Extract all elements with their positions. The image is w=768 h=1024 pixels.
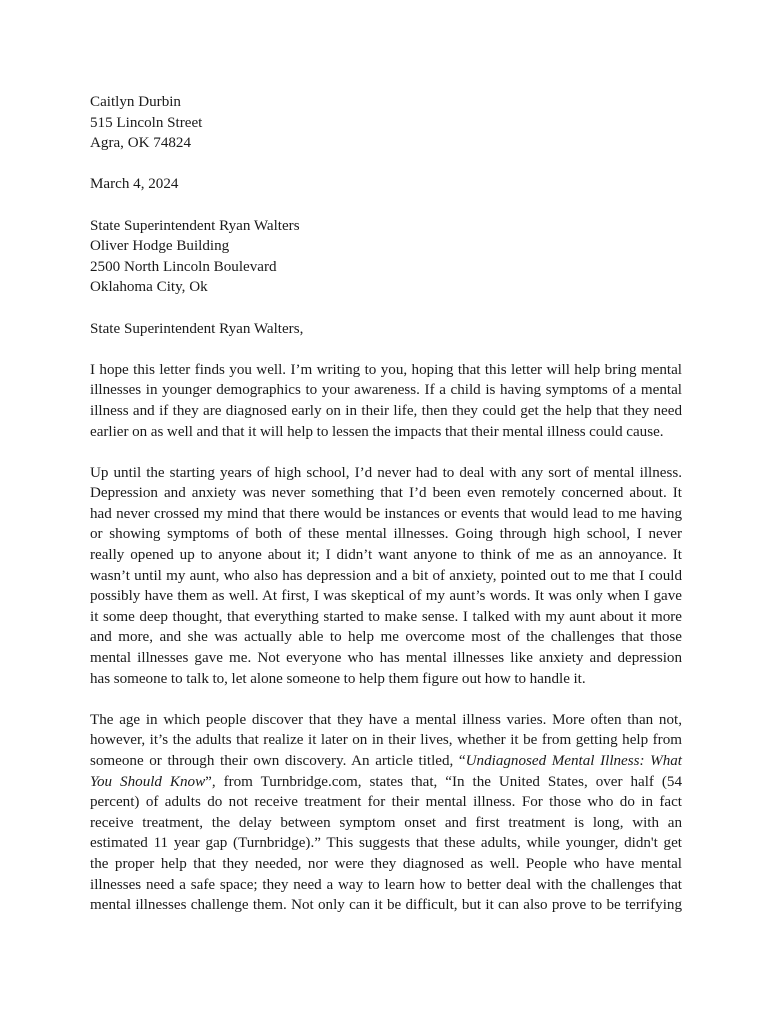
paragraph-line: I hope this letter finds you well. I’m writing to you, hoping that this letter will help bring mental bbox=[90, 361, 682, 378]
paragraph-line: receive treatment, the delay between symptom onset and first treatment is long, with an bbox=[90, 814, 682, 831]
paragraph-1 bbox=[90, 360, 682, 442]
spacer bbox=[90, 154, 682, 175]
sender-address bbox=[90, 92, 682, 154]
recipient-name: State Superintendent Ryan Walters bbox=[90, 217, 300, 234]
spacer bbox=[90, 442, 682, 463]
article-title-part-1: Undiagnosed Mental Illness: What bbox=[465, 753, 683, 769]
paragraph-line: and more, and she was actually able to help me overcome most of the challenges that those bbox=[90, 629, 682, 646]
paragraph-line bbox=[90, 772, 682, 793]
recipient-city: Oklahoma City, Ok bbox=[90, 279, 208, 296]
spacer bbox=[90, 195, 682, 216]
paragraph-line: or showing symptoms of both of these mental illnesses. Going through high school, I never bbox=[90, 526, 682, 543]
paragraph-line: however, it’s the adults that realize it later on in their lives, whether it be from getting help from bbox=[90, 732, 682, 749]
paragraph-line: estimated 11 year gap (Turnbridge).” This suggests that these adults, while younger, didn't get bbox=[90, 835, 682, 852]
paragraph-line: percent) of adults do not receive treatment for their mental illness. For those who do in fact bbox=[90, 794, 682, 811]
recipient-street: 2500 North Lincoln Boulevard bbox=[90, 258, 277, 275]
paragraph-2 bbox=[90, 463, 682, 690]
paragraph-line: illnesses in younger demographics to your awareness. If a child is having symptoms of a mental bbox=[90, 382, 682, 399]
paragraph-line: Up until the starting years of high school, I’d never had to deal with any sort of mental illness. bbox=[90, 464, 682, 481]
salutation: State Superintendent Ryan Walters, bbox=[90, 320, 304, 337]
paragraph-line: illnesses need a safe space; they need a way to learn how to better deal with the challenges that bbox=[90, 876, 682, 893]
paragraph-line: really opened up to anyone about it; I didn’t want anyone to think of me as an annoyance. It bbox=[90, 547, 682, 564]
paragraph-line: mental illnesses challenge them. Not only can it be difficult, but it can also prove to be terrifying bbox=[90, 897, 682, 914]
recipient-building: Oliver Hodge Building bbox=[90, 238, 230, 255]
paragraph-line: it some deep thought, that everything started to make sense. I talked with my aunt about it more bbox=[90, 608, 682, 625]
sender-name: Caitlyn Durbin bbox=[90, 94, 181, 110]
spacer bbox=[90, 689, 682, 710]
paragraph-3 bbox=[90, 710, 682, 916]
paragraph-line: Depression and anxiety was never something that I’d been even remotely concerned about. It bbox=[90, 485, 682, 502]
paragraph-text: ”, from Turnbridge.com, states that, “In the United States, over half (54 bbox=[205, 773, 682, 790]
paragraph-line: The age in which people discover that they have a mental illness varies. More often than not, bbox=[90, 711, 682, 728]
paragraph-line: had never crossed my mind that there would be instances or events that would lead to me having bbox=[90, 505, 682, 522]
paragraph-line: the proper help that they needed, nor were they diagnosed as well. People who have mental bbox=[90, 855, 682, 872]
paragraph-line: illness and if they are diagnosed early on in their life, then they could get the help that they need bbox=[90, 402, 682, 419]
sender-city: Agra, OK 74824 bbox=[90, 135, 192, 152]
spacer bbox=[90, 298, 682, 319]
spacer bbox=[90, 339, 682, 360]
letter-date: March 4, 2024 bbox=[90, 176, 179, 193]
paragraph-line: earlier on as well and that it will help to lessen the impacts that their mental illness could cause. bbox=[90, 423, 664, 440]
paragraph-line: mental illnesses gave me. Not everyone who has mental illnesses like anxiety and depression bbox=[90, 650, 682, 667]
recipient-address bbox=[90, 216, 682, 298]
paragraph-line: wasn’t until my aunt, who also has depression and a bit of anxiety, pointed out to me that I could bbox=[90, 567, 682, 584]
paragraph-line bbox=[90, 751, 682, 772]
sender-street: 515 Lincoln Street bbox=[90, 114, 203, 131]
article-title-part-2: You Should Know bbox=[90, 773, 206, 790]
paragraph-line: has someone to talk to, let alone someone to help them figure out how to handle it. bbox=[90, 670, 586, 687]
letter-body bbox=[90, 92, 682, 916]
paragraph-line: possibly have them as well. At first, I was skeptical of my aunt’s words. It was only when I gave bbox=[90, 588, 682, 605]
paragraph-text: someone or through their own discovery. An article titled, “ bbox=[90, 753, 466, 769]
